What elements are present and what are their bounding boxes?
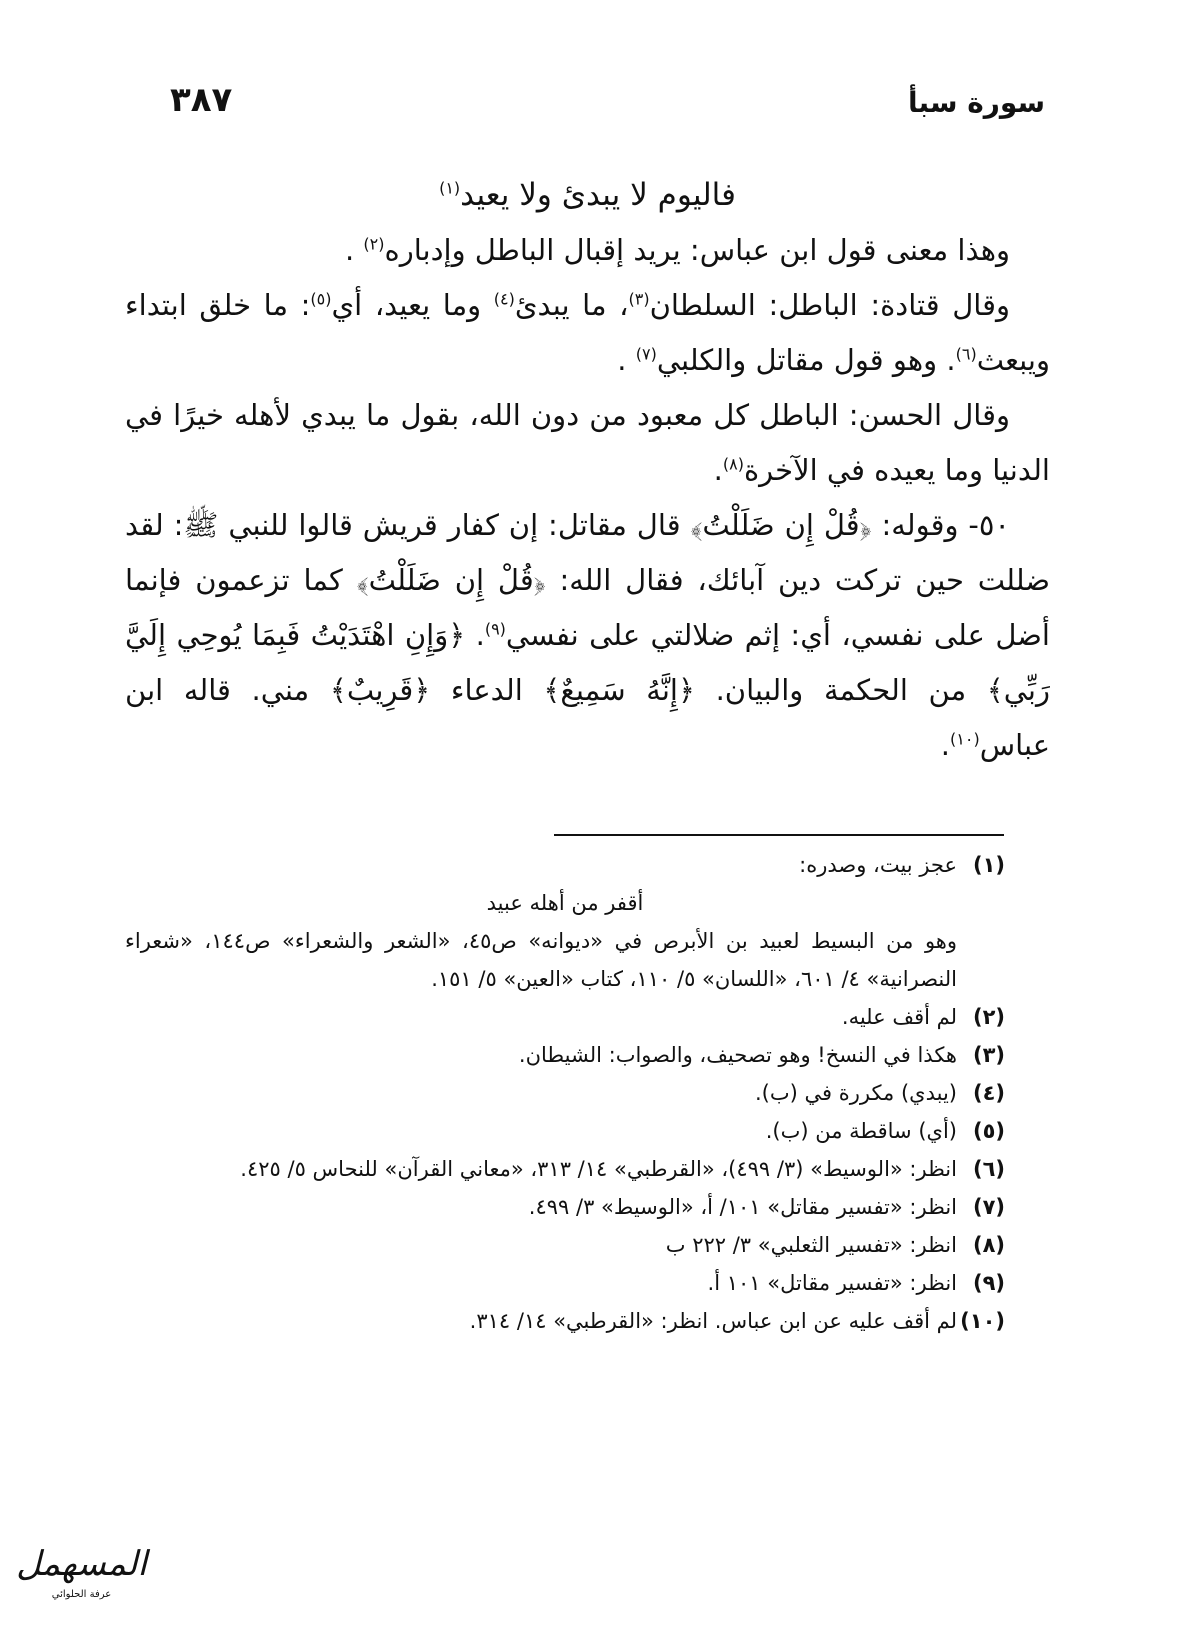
stamp-caption: عرفة الحلوائي — [51, 1589, 112, 1600]
footnote: (١)عجز بيت، وصدره: — [125, 846, 1005, 884]
page-header — [170, 80, 1045, 130]
footnote-number: (٣) — [972, 1043, 1005, 1067]
footnote: (٨)انظر: «تفسير الثعلبي» ٣/ ٢٢٢ ب — [125, 1226, 1005, 1264]
footnote: (٧)انظر: «تفسير مقاتل» ١٠١/ أ، «الوسيط» ٣/ ٤٩٩. — [125, 1188, 1005, 1226]
footnote: (٦)انظر: «الوسيط» (٣/ ٤٩٩)، «القرطبي» ١٤/ ٣١٣، «معاني القرآن» للنحاس ٥/ ٤٢٥. — [125, 1150, 1005, 1188]
footnote: (١٠)لم أقف عليه عن ابن عباس. انظر: «القرطبي» ١٤/ ٣١٤. — [125, 1302, 1005, 1340]
footnote-ref: (٨) — [722, 454, 744, 474]
footnote-number: (٥) — [972, 1119, 1005, 1143]
library-stamp-logo — [14, 1540, 149, 1620]
page-number: ٣٨٧ — [170, 80, 233, 120]
footnote-ref: (١) — [439, 178, 461, 198]
paragraph: وهذا معنى قول ابن عباس: يريد إقبال الباطل وإدباره$^{(٢)}$ . — [344, 233, 1010, 267]
footnote-ref: (٥) — [310, 289, 332, 309]
paragraph: ٥٠- وقوله: ﴿قُلْ إِن ضَلَلْتُ﴾ قال مقاتل: إن كفار قريش قالوا للنبي ﷺ: لقد ضللت حين تركت دين آبائك، فقال الله: ﴿قُلْ إِن ضَلَلْتُ﴾ كما تزعمون فإنما أضل على نفسي، أي: إثم ضلالتي على نفسي$^{(٩)}$. ﴿وَإِنِ اهْتَدَيْتُ فَبِمَا يُوحِي إِلَيَّ رَبِّي﴾ من الحكمة والبيان. ﴿إِنَّهُ سَمِيعٌ﴾ الدعاء ﴿قَرِيبٌ﴾ مني. قاله ابن عباس$^{(١٠)}$. — [125, 508, 1050, 762]
paragraph: وقال الحسن: الباطل كل معبود من دون الله، بقول ما يبدي لأهله خيرًا في الدنيا وما يعيده في الآخرة$^{(٨)}$. — [125, 398, 1050, 487]
footnote-ref: (٢) — [363, 234, 385, 254]
footnote: (٣)هكذا في النسخ! وهو تصحيف، والصواب: الشيطان. — [125, 1036, 1005, 1074]
footnote: (٤)(يبدي) مكررة في (ب). — [125, 1074, 1005, 1112]
footnotes — [125, 846, 1005, 1340]
footnote-ref: (٣) — [628, 289, 650, 309]
footnote-divider — [554, 834, 1004, 836]
footnote-number: (١٠) — [960, 1309, 1005, 1333]
paragraph: وقال قتادة: الباطل: السلطان$^{(٣)}$، ما يبدئ$^{(٤)}$ وما يعيد، أي$^{(٥)}$: ما خلق ابتداء ويبعث$^{(٦)}$. وهو قول مقاتل والكلبي$^{(٧)}$ . — [125, 288, 1050, 377]
poetry-verse: فاليوم لا يبدئ ولا يعيد$^{(١)}$ — [439, 177, 736, 213]
footnote-number: (١) — [972, 853, 1005, 877]
footnote-number: (٢) — [972, 1005, 1005, 1029]
footnote-number: (٤) — [972, 1081, 1005, 1105]
footnote-ref: (٤) — [493, 289, 515, 309]
footnote: (٩)انظر: «تفسير مقاتل» ١٠١ أ. — [125, 1264, 1005, 1302]
main-text — [125, 168, 1050, 773]
footnote-ref: (٩) — [484, 619, 506, 639]
footnote-verse: أقفر من أهله عبيد — [486, 891, 644, 915]
surah-title: سورة سبأ — [908, 86, 1045, 119]
footnote-number: (٦) — [972, 1157, 1005, 1181]
footnote-ref: (١٠) — [950, 729, 980, 749]
footnote-number: (٨) — [972, 1233, 1005, 1257]
stamp-calligraphy: المسهمل — [16, 1544, 147, 1584]
footnote-number: (٩) — [972, 1271, 1005, 1295]
footnote: (٥)(أي) ساقطة من (ب). — [125, 1112, 1005, 1150]
footnote-number: (٧) — [972, 1195, 1005, 1219]
footnote-continuation: وهو من البسيط لعبيد بن الأبرص في «ديوانه» ص٤٥، «الشعر والشعراء» ص١٤٤، «شعراء النصرانية» ٤/ ٦٠١، «اللسان» ٥/ ١١٠، كتاب «العين» ٥/ ١٥١. — [125, 929, 958, 991]
footnote-ref: (٧) — [635, 344, 657, 364]
footnote: (٢)لم أقف عليه. — [125, 998, 1005, 1036]
footnote-ref: (٦) — [955, 344, 977, 364]
